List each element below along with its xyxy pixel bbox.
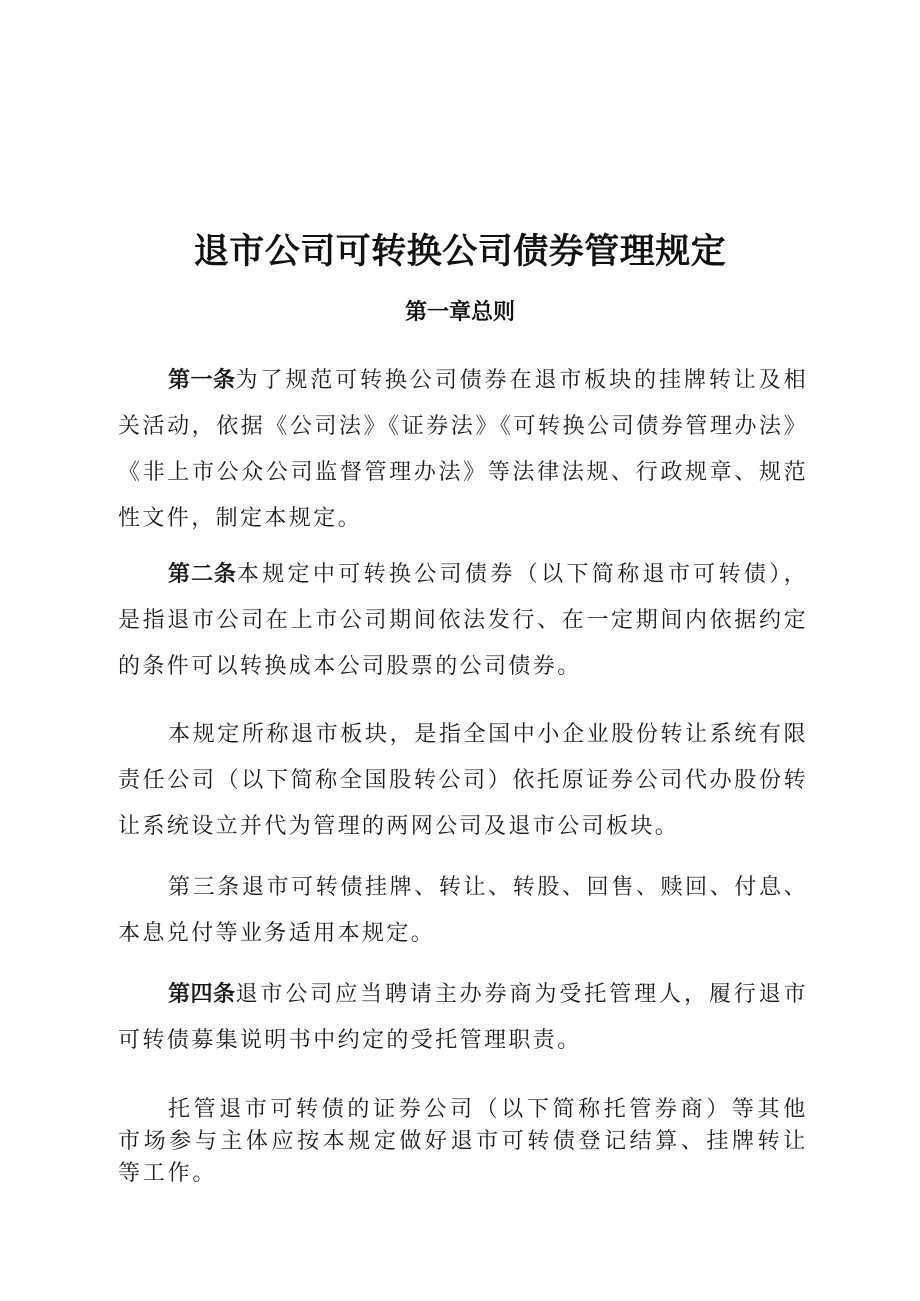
article-3-text: 第三条退市可转债挂牌、转让、转股、回售、赎回、付息、本息兑付等业务适用本规定。 bbox=[118, 875, 808, 946]
article-1-paragraph bbox=[118, 358, 808, 542]
article-3-paragraph bbox=[118, 865, 808, 957]
article-2-clause-text: 本规定所称退市板块，是指全国中小企业股份转让系统有限责任公司（以下简称全国股转公司）依托原证券公司代办股份转让系统设立并代为管理的两网公司及退市公司板块。 bbox=[118, 722, 808, 839]
article-2-paragraph bbox=[118, 552, 808, 690]
chapter-heading: 第一章总则 bbox=[404, 300, 515, 325]
article-2-text: 本规定中可转换公司债券（以下简称退市可转债），是指退市公司在上市公司期间依法发行、在一定期间内依据约定的条件可以转换成本公司股票的公司债券。 bbox=[118, 562, 808, 679]
article-1-text: 为了规范可转换公司债券在退市板块的挂牌转让及相关活动，依据《公司法》《证券法》《可转换公司债券管理办法》《非上市公众公司监督管理办法》等法律法规、行政规章、规范性文件，制定本规定。 bbox=[118, 368, 808, 531]
article-2-clause-paragraph bbox=[118, 712, 808, 850]
article-2-label: 第二条 bbox=[168, 562, 237, 587]
article-1-label: 第一条 bbox=[168, 368, 236, 393]
article-4-clause-text: 托管退市可转债的证券公司（以下简称托管券商）等其他市场参与主体应按本规定做好退市可转债登记结算、挂牌转让等工作。 bbox=[118, 1097, 808, 1186]
article-4-paragraph bbox=[118, 972, 808, 1064]
article-4-label: 第四条 bbox=[168, 982, 236, 1007]
article-4-text: 退市公司应当聘请主办券商为受托管理人，履行退市可转债募集说明书中约定的受托管理职责。 bbox=[118, 982, 808, 1053]
article-4-clause-paragraph bbox=[118, 1094, 808, 1190]
document-title: 退市公司可转换公司债券管理规定 bbox=[193, 232, 727, 272]
